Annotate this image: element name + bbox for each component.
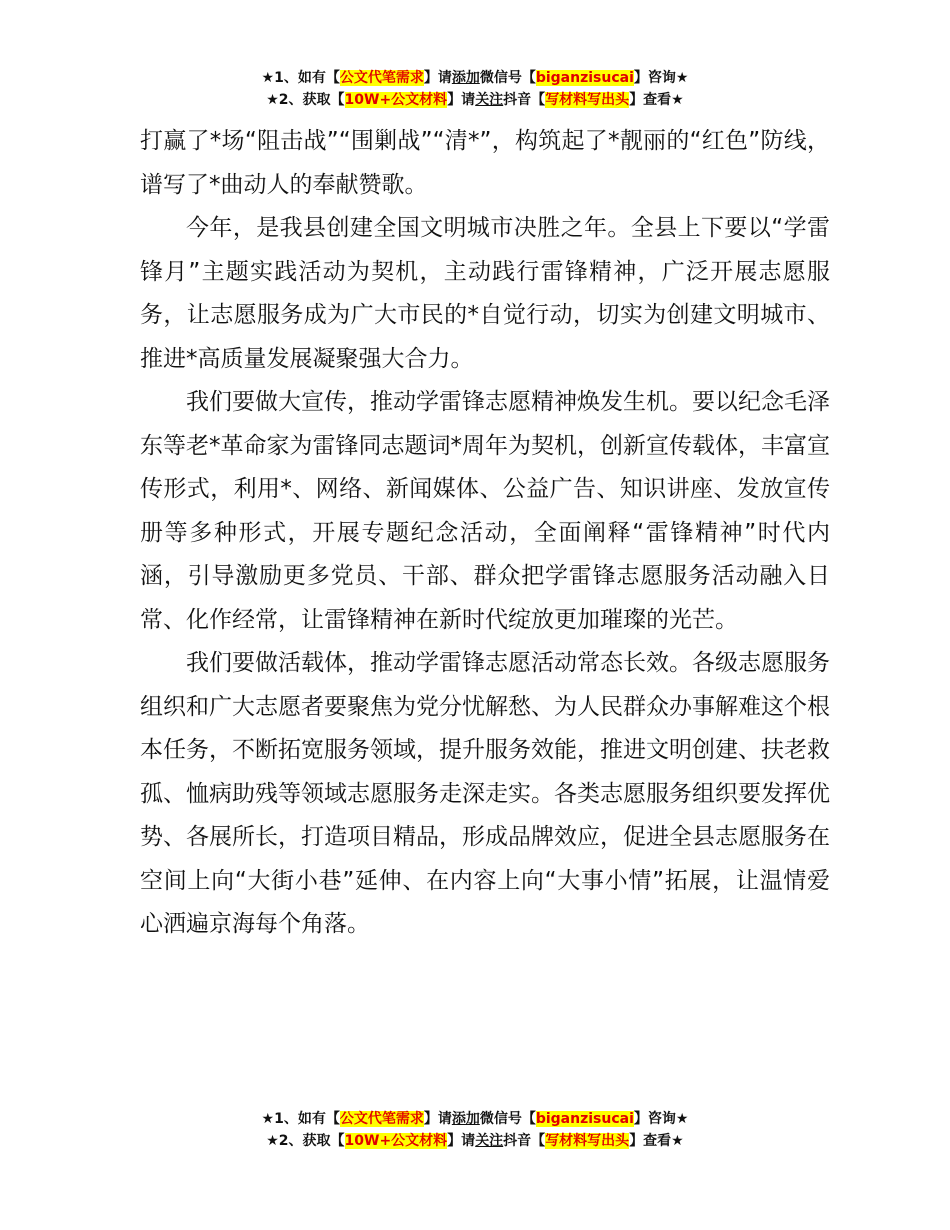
highlight-douyin: 写材料写出头 [545, 92, 630, 108]
banner-text: ★2、获取【 [266, 92, 345, 108]
underlined-text: 关注 [475, 92, 504, 108]
underlined-text: 关注 [475, 1133, 504, 1149]
banner-line-2 [0, 1130, 950, 1152]
paragraph-publicity: 我们要做大宣传，推动学雷锋志愿精神焕发生机。要以纪念毛泽东等老*革命家为雷锋同志题词*周年为契机，创新宣传载体，丰富宣传形式，利用*、网络、新闻媒体、公益广告、知识讲座、发放宣传册等多种形式，开展专题纪念活动，全面阐释“雷锋精神”时代内涵，引导激励更多党员、干部、群众把学雷锋志愿服务活动融入日常、化作经常，让雷锋精神在新时代绽放更加璀璨的光芒。 [140, 389, 830, 633]
banner-text: 】请 [423, 1111, 452, 1127]
banner-line-2 [0, 89, 950, 111]
banner-text: ★2、获取【 [266, 1133, 345, 1149]
banner-line-1 [0, 1108, 950, 1130]
header-banner [0, 67, 950, 111]
banner-text: 】查看★ [629, 1133, 684, 1149]
banner-text: 】请 [447, 1133, 476, 1149]
highlight-douyin: 写材料写出头 [545, 1133, 630, 1149]
paragraph-civilized-city: 今年，是我县创建全国文明城市决胜之年。全县上下要以“学雷锋月”主题实践活动为契机，主动践行雷锋精神，广泛开展志愿服务，让志愿服务成为广大市民的*自觉行动，切实为创建文明城市、推进*高质量发展凝聚强大合力。 [140, 215, 830, 372]
banner-text: 抖音【 [503, 1133, 546, 1149]
banner-text: 】咨询★ [633, 1111, 689, 1127]
highlight-wechat-id: biganzisucai [535, 70, 634, 86]
document-body [140, 120, 830, 947]
highlight-service: 公文代笔需求 [339, 70, 424, 86]
banner-text: ★1、如有【 [261, 70, 340, 86]
banner-text: 】请 [423, 70, 452, 86]
paragraph-carriers: 我们要做活载体，推动学雷锋志愿活动常态长效。各级志愿服务组织和广大志愿者要聚焦为党分忧解愁、为人民群众办事解难这个根本任务，不断拓宽服务领域，提升服务效能，推进文明创建、扶老救孤、恤病助残等领域志愿服务走深走实。各类志愿服务组织要发挥优势、各展所长，打造项目精品，形成品牌效应，促进全县志愿服务在空间上向“大街小巷”延伸、在内容上向“大事小情”拓展，让温情爱心洒遍京海每个角落。 [140, 650, 830, 937]
banner-text: 微信号【 [479, 70, 536, 86]
highlight-materials: 10W+公文材料 [344, 92, 448, 108]
banner-text: 抖音【 [503, 92, 546, 108]
highlight-wechat-id: biganzisucai [535, 1111, 634, 1127]
footer-banner [0, 1108, 950, 1152]
underlined-text: 添加 [451, 1111, 480, 1127]
underlined-text: 添加 [451, 70, 480, 86]
paragraph-continuation: 打赢了*场“阻击战”“围剿战”“清*”，构筑起了*靓丽的“红色”防线，谱写了*曲动人的奉献赞歌。 [140, 128, 830, 198]
banner-text: 】咨询★ [633, 70, 689, 86]
banner-text: 】查看★ [629, 92, 684, 108]
banner-line-1 [0, 67, 950, 89]
highlight-service: 公文代笔需求 [339, 1111, 424, 1127]
highlight-materials: 10W+公文材料 [344, 1133, 448, 1149]
banner-text: ★1、如有【 [261, 1111, 340, 1127]
banner-text: 】请 [447, 92, 476, 108]
banner-text: 微信号【 [479, 1111, 536, 1127]
